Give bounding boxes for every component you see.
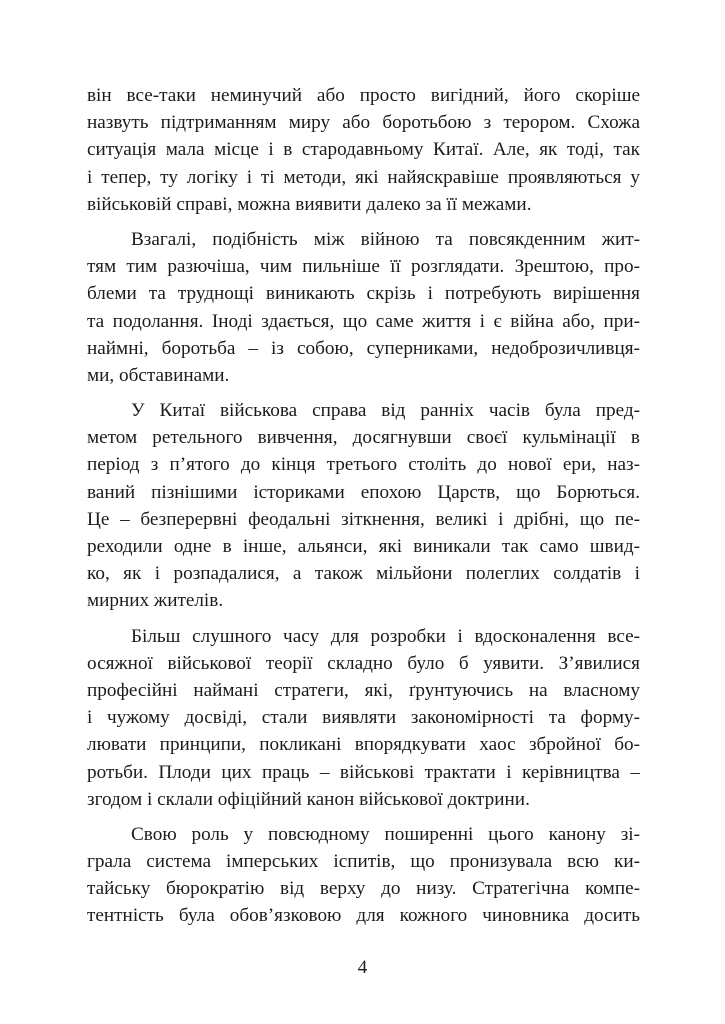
text-line: ваний пізнішими істориками епохою Царств, що Борються. (87, 481, 640, 503)
text-line: мирних жителів. (87, 590, 224, 612)
text-line: осяжної військової теорії складно було б уявити. З’явилися (87, 652, 640, 674)
paragraph (87, 821, 640, 930)
text-line: метом ретельного вивчення, досягнувши своєї кульмінації в (87, 427, 640, 449)
text-line: період з п’ятого до кінця третього століть до нової ери, наз- (87, 454, 640, 476)
text-line: військовій справі, можна виявити далеко за її межами. (87, 193, 532, 215)
text-line: і чужому досвіді, стали виявляти закономірності та форму- (87, 707, 640, 729)
text-line: тентність була обов’язковою для кожного чиновника досить (87, 905, 640, 927)
text-line: професійні наймані стратеги, які, ґрунтуючись на власному (87, 679, 640, 701)
paragraph (87, 623, 640, 813)
body-text (87, 82, 640, 938)
text-line: згодом і склали офіційний канон військової доктрини. (87, 788, 530, 810)
text-line: він все-таки неминучий або просто вигідний, його скоріше (87, 85, 640, 106)
text-line: назвуть підтриманням миру або боротьбою з терором. Схожа (87, 112, 640, 134)
text-line: грала система імперських іспитів, що пронизувала всю ки- (87, 851, 640, 873)
text-line: ротьби. Плоди цих праць – військові трактати і керівництва – (87, 761, 640, 783)
paragraph (87, 226, 640, 389)
text-line: лювати принципи, покликані впорядкувати хаос збройної бо- (87, 734, 640, 756)
text-line: Більш слушного часу для розробки і вдосконалення все- (131, 625, 640, 647)
text-line: та подолання. Іноді здається, що саме життя і є війна або, при- (87, 310, 640, 332)
page-number: 4 (357, 957, 368, 978)
text-line: наймні, боротьба – із собою, суперниками, недоброзичливця- (87, 337, 640, 359)
text-line: тайську бюрократію від верху до низу. Стратегічна компе- (87, 878, 640, 900)
text-line: У Китаї військова справа від ранніх часів була пред- (131, 400, 640, 422)
text-line: реходили одне в інше, альянси, які виникали так само швид- (87, 536, 640, 557)
text-line: ко, як і розпадалися, а також мільйони полеглих солдатів і (87, 563, 640, 585)
text-line: Свою роль у повсюдному поширенні цього канону зі- (131, 823, 640, 845)
text-line: ми, обставинами. (87, 364, 230, 386)
text-line: Це – безперервні феодальні зіткнення, великі і дрібні, що пе- (87, 508, 640, 530)
text-line: Взагалі, подібність між війною та повсякденним жит- (131, 228, 640, 250)
text-line: ситуація мала місце і в стародавньому Китаї. Але, як тоді, так (87, 139, 640, 161)
text-line: і тепер, ту логіку і ті методи, які найяскравіше проявляються у (87, 166, 640, 188)
paragraph (87, 397, 640, 615)
paragraph (87, 82, 640, 218)
text-line: блеми та труднощі виникають скрізь і потребують вирішення (87, 283, 640, 305)
text-line: тям тим разючіша, чим пильніше її розглядати. Зрештою, про- (87, 256, 640, 278)
